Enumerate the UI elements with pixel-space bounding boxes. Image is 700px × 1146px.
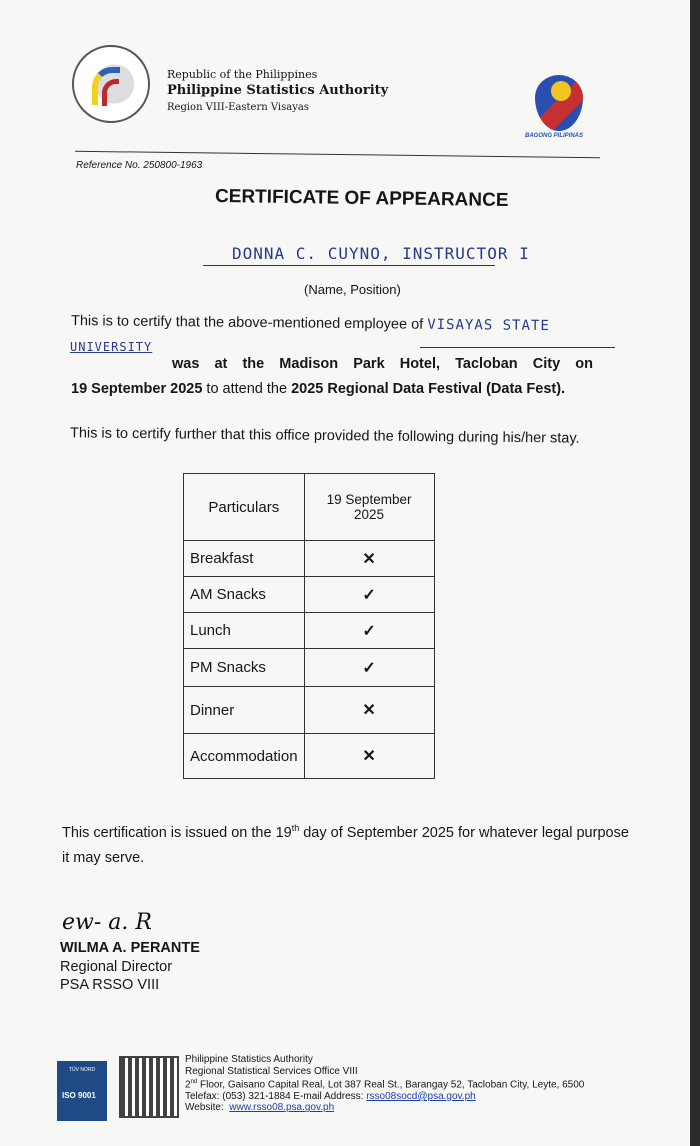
row-label: PM Snacks [184,649,305,687]
event-date: 19 September 2025 [71,381,203,397]
footer-text: Floor, Gaisano Capital Real, Lot 387 Real St., Barangay 52, Tacloban City, Leyte, 6500 [197,1079,585,1091]
row-label: AM Snacks [184,577,305,613]
closing-line-2: it may serve. [62,850,145,866]
table-row [184,649,435,687]
row-mark: ✕ [304,734,434,779]
org-line-1: Republic of the Philippines [167,68,318,81]
header-divider [75,151,600,158]
signatory-name: WILMA A. PERANTE [60,940,200,956]
certification-paragraph-2: This is to certify further that this office provided the following during his/her stay. [69,425,580,447]
footer-line [185,1077,584,1091]
name-underline [203,265,495,266]
signature: ew- a. R [62,910,152,935]
reference-number: Reference No. 250800-1963 [76,160,203,171]
header-particulars: Particulars [184,474,305,541]
event-name: 2025 Regional Data Festival (Data Fest). [291,381,566,397]
footer-line: Regional Statistical Services Office VIII [185,1065,358,1077]
row-mark: ✕ [304,541,434,577]
row-mark: ✕ [304,687,434,734]
row-label: Accommodation [184,734,305,779]
psa-seal-logo [72,45,150,123]
row-label: Breakfast [184,541,305,577]
footer-sup: nd [190,1079,198,1085]
paragraph-text: This is to certify that the above-mentioned employee of [70,313,424,333]
iso-top-text: TÜV NORD [68,1067,96,1073]
row-label: Lunch [184,613,305,649]
name-position-handwritten: DONNA C. CUYNO, INSTRUCTOR I [232,244,530,263]
footer-text: 2 [185,1079,191,1091]
certificate-title: CERTIFICATE OF APPEARANCE [214,185,509,212]
office-underline [420,347,615,348]
table-row [184,541,435,577]
iso-text: ISO 9001 [62,1091,96,1100]
iso-badge [57,1061,107,1121]
closing-line-1 [62,823,629,841]
footer-text: Telefax: (053) 321-1884 E-mail Address: [185,1090,367,1102]
closing-text: day of September 2025 for whatever legal purpose [299,824,629,841]
signatory-title: Regional Director [60,959,173,975]
org-line-2: Philippine Statistics Authority [167,83,389,98]
table-row [184,577,435,613]
footer-line: Philippine Statistics Authority [185,1054,313,1065]
header-date: 19 September 2025 [304,474,434,541]
name-caption: (Name, Position) [304,282,401,297]
closing-sup: th [291,823,300,833]
table-row [184,734,435,779]
office-handwritten-1: VISAYAS STATE [427,316,550,335]
bagong-pilipinas-logo [535,75,583,131]
signatory-office: PSA RSSO VIII [60,977,160,993]
certification-paragraph-1 [71,313,631,335]
table-row [184,687,435,734]
closing-text: This certification is issued on the 19 [62,824,292,841]
row-mark: ✓ [304,577,434,613]
office-handwritten-2: UNIVERSITY [70,340,153,354]
bagong-pilipinas-text: BAGONG PILIPINAS [525,133,584,139]
footer-line [185,1102,584,1114]
org-line-3: Region VIII-Eastern Visayas [167,102,309,113]
qr-code [121,1058,177,1116]
email-link[interactable]: rsso08socd@psa.gov.ph [366,1090,476,1102]
footer-address [185,1054,584,1114]
footer-line [185,1091,584,1103]
row-label: Dinner [184,687,305,734]
particulars-table [183,473,435,779]
paragraph-line-2: was at the Madison Park Hotel, Tacloban City on [172,356,593,372]
paragraph-line-3 [71,381,565,397]
row-mark: ✓ [304,613,434,649]
paragraph-text: to attend the [202,381,292,397]
table-row [184,613,435,649]
footer-text: Website: [185,1102,230,1114]
table-header-row [184,474,435,541]
row-mark: ✓ [304,649,434,687]
website-link[interactable]: www.rsso08.psa.gov.ph [229,1102,335,1114]
